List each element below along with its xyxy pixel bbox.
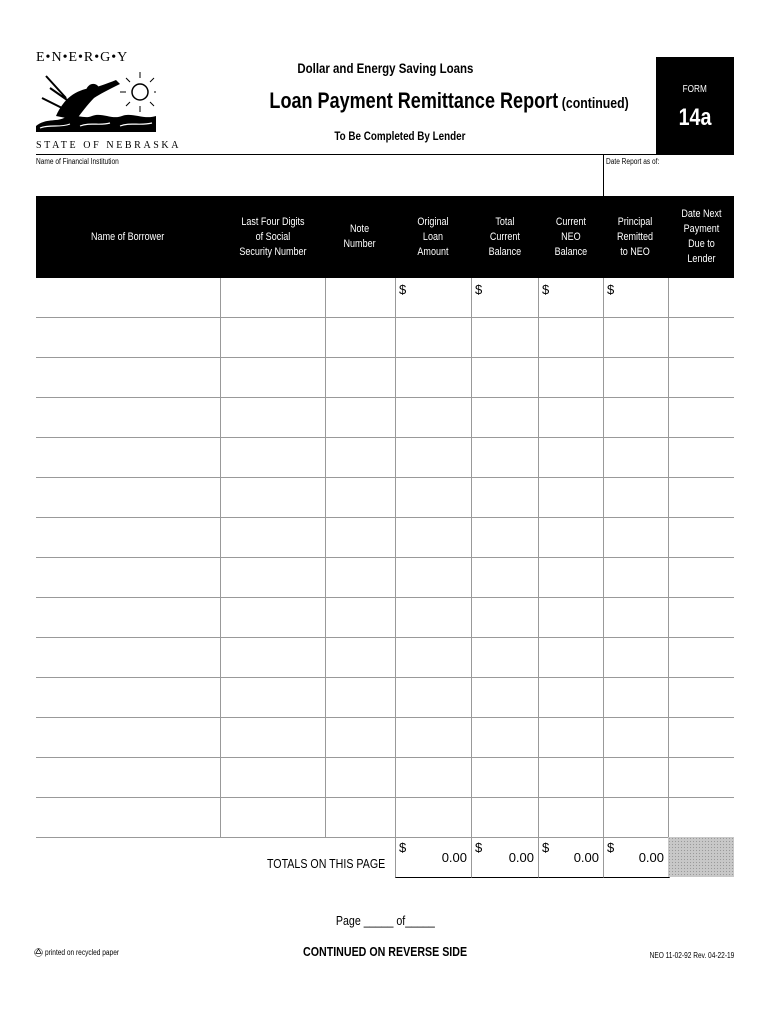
table-cell[interactable]: [604, 678, 668, 717]
page-number-line: Page _____ of_____: [335, 913, 435, 928]
table-cell[interactable]: [221, 438, 325, 477]
date-report-label: Date Report as of:: [606, 157, 660, 166]
table-cell[interactable]: [221, 558, 325, 597]
table-cell[interactable]: [396, 398, 471, 437]
header-separator: [538, 196, 539, 278]
table-cell[interactable]: [669, 278, 734, 317]
table-cell[interactable]: [221, 398, 325, 437]
table-cell[interactable]: [396, 518, 471, 557]
column-header-line: Principal: [618, 215, 653, 228]
table-cell[interactable]: [472, 558, 538, 597]
form-code: NEO 11-02-92 Rev. 04-22-19: [649, 951, 734, 960]
column-header-line: to NEO: [620, 245, 651, 258]
table-cell[interactable]: [221, 278, 325, 317]
table-cell[interactable]: [604, 758, 668, 797]
totals-currency-symbol: $: [475, 840, 483, 855]
table-cell[interactable]: [669, 358, 734, 397]
column-header-line: Current: [555, 215, 586, 228]
table-cell[interactable]: [326, 358, 395, 397]
table-cell[interactable]: [539, 558, 603, 597]
table-cell[interactable]: [326, 518, 395, 557]
table-cell[interactable]: [396, 318, 471, 357]
table-cell[interactable]: [472, 318, 538, 357]
column-header-line: Date Next: [680, 208, 722, 220]
table-cell[interactable]: [539, 758, 603, 797]
table-cell[interactable]: [326, 438, 395, 477]
table-cell[interactable]: [604, 718, 668, 757]
table-cell[interactable]: [221, 318, 325, 357]
totals-label: TOTALS ON THIS PAGE: [266, 856, 385, 871]
column-header-8: [668, 196, 734, 278]
table-cell[interactable]: [604, 598, 668, 637]
table-cell[interactable]: [396, 718, 471, 757]
header-separator: [325, 196, 326, 278]
header-separator: [603, 196, 604, 278]
header-separator: [220, 196, 221, 278]
column-header-line: of Social: [255, 230, 290, 243]
recycle-icon: [34, 948, 43, 957]
table-cell[interactable]: [396, 598, 471, 637]
header-separator: [395, 196, 396, 278]
table-cell[interactable]: [604, 398, 668, 437]
column-header-line: Current: [489, 230, 520, 243]
table-cell[interactable]: [669, 678, 734, 717]
table-cell[interactable]: [396, 798, 471, 837]
column-header-line: Due to: [687, 238, 715, 250]
column-header-line: Payment: [683, 223, 719, 235]
table-cell[interactable]: [604, 438, 668, 477]
column-header-line: Amount: [417, 245, 449, 258]
totals-value: 0.00: [638, 850, 664, 865]
energy-logo-word: E•N•E•R•G•Y: [36, 50, 129, 65]
column-header-line: Original: [417, 215, 449, 228]
table-cell[interactable]: [37, 518, 220, 557]
table-cell[interactable]: [539, 798, 603, 837]
table-cell[interactable]: [326, 278, 395, 317]
table-cell[interactable]: [604, 798, 668, 837]
totals-value: 0.00: [508, 850, 534, 865]
table-cell[interactable]: [326, 558, 395, 597]
table-cell[interactable]: [539, 478, 603, 517]
table-cell[interactable]: [221, 638, 325, 677]
totals-currency-symbol: $: [542, 840, 550, 855]
table-cell[interactable]: [37, 798, 220, 837]
column-header-line: Number: [343, 238, 377, 250]
table-cell[interactable]: [669, 638, 734, 677]
totals-value: 0.00: [441, 850, 467, 865]
table-cell[interactable]: [37, 438, 220, 477]
table-cell[interactable]: [604, 638, 668, 677]
table-cell[interactable]: [472, 398, 538, 437]
table-cell[interactable]: [326, 758, 395, 797]
table-cell[interactable]: [37, 318, 220, 357]
table-cell[interactable]: [604, 478, 668, 517]
table-cell[interactable]: [539, 598, 603, 637]
table-cell[interactable]: [37, 758, 220, 797]
table-cell[interactable]: [396, 678, 471, 717]
totals-currency-symbol: $: [399, 840, 407, 855]
table-cell[interactable]: [396, 478, 471, 517]
table-cell[interactable]: [472, 518, 538, 557]
table-cell[interactable]: [669, 758, 734, 797]
table-cell[interactable]: [539, 438, 603, 477]
table-cell[interactable]: [396, 758, 471, 797]
table-cell[interactable]: [37, 678, 220, 717]
table-cell[interactable]: [472, 438, 538, 477]
table-cell[interactable]: [472, 358, 538, 397]
table-cell[interactable]: [37, 358, 220, 397]
column-header-5: [471, 196, 538, 278]
table-cell[interactable]: [669, 598, 734, 637]
table-cell[interactable]: [669, 518, 734, 557]
table-cell[interactable]: [472, 678, 538, 717]
table-cell[interactable]: [396, 358, 471, 397]
table-cell[interactable]: [37, 278, 220, 317]
column-header-line: Remitted: [617, 230, 654, 243]
form-label: FORM: [682, 84, 708, 95]
institution-name-label: Name of Financial Institution: [36, 157, 119, 166]
form-number-badge: [656, 57, 734, 154]
table-cell[interactable]: [221, 718, 325, 757]
column-header-line: NEO: [560, 230, 581, 243]
table-cell[interactable]: [539, 358, 603, 397]
recycled-paper-note: printed on recycled paper: [34, 948, 136, 957]
table-cell[interactable]: [37, 478, 220, 517]
form-instruction: To Be Completed By Lender: [334, 129, 466, 143]
table-cell[interactable]: [669, 398, 734, 437]
column-header-line: Loan: [422, 230, 444, 243]
table-cell[interactable]: [396, 278, 471, 317]
form-title-suffix: (continued): [561, 95, 629, 112]
table-cell[interactable]: [539, 398, 603, 437]
table-cell[interactable]: [221, 678, 325, 717]
table-cell[interactable]: [221, 598, 325, 637]
table-cell[interactable]: [472, 638, 538, 677]
currency-symbol: $: [607, 282, 615, 297]
column-header-line: Lender: [686, 253, 716, 265]
column-header-line: Note: [350, 223, 370, 235]
table-cell[interactable]: [539, 318, 603, 357]
form-title: [230, 88, 629, 114]
table-cell[interactable]: [396, 438, 471, 477]
totals-shaded-cell: [668, 837, 734, 877]
table-cell[interactable]: [472, 758, 538, 797]
table-cell[interactable]: [221, 478, 325, 517]
column-header-7: [603, 196, 668, 278]
table-cell[interactable]: [326, 478, 395, 517]
column-header-line: Total: [494, 215, 515, 228]
state-of-nebraska-label: STATE OF NEBRASKA: [36, 140, 182, 151]
table-cell[interactable]: [37, 398, 220, 437]
table-cell[interactable]: [669, 718, 734, 757]
table-cell[interactable]: [326, 798, 395, 837]
table-cell[interactable]: [539, 678, 603, 717]
table-cell[interactable]: [472, 598, 538, 637]
currency-symbol: $: [475, 282, 483, 297]
energy-logo-icon: [36, 68, 156, 132]
table-cell[interactable]: [326, 598, 395, 637]
column-header-line: Security Number: [238, 245, 307, 258]
table-cell[interactable]: [326, 718, 395, 757]
table-cell[interactable]: [37, 718, 220, 757]
currency-symbol: $: [542, 282, 550, 297]
form-subtitle: Dollar and Energy Saving Loans: [296, 60, 474, 76]
table-cell[interactable]: [472, 718, 538, 757]
totals-value: 0.00: [573, 850, 599, 865]
table-cell[interactable]: [326, 678, 395, 717]
column-header-line: Name of Borrower: [91, 230, 165, 243]
table-cell[interactable]: [604, 358, 668, 397]
table-cell[interactable]: [221, 758, 325, 797]
column-header-line: Balance: [488, 245, 521, 258]
table-cell[interactable]: [37, 598, 220, 637]
table-cell[interactable]: [326, 398, 395, 437]
column-header-1: [36, 196, 220, 278]
table-cell[interactable]: [669, 798, 734, 837]
table-cell[interactable]: [326, 638, 395, 677]
column-header-line: Last Four Digits: [240, 215, 305, 228]
table-cell[interactable]: [326, 318, 395, 357]
table-cell[interactable]: [669, 318, 734, 357]
column-header-6: [538, 196, 603, 278]
column-header-3: [325, 196, 395, 278]
totals-currency-symbol: $: [607, 840, 615, 855]
column-header-4: [395, 196, 471, 278]
header-separator: [668, 196, 669, 278]
table-cell[interactable]: [669, 558, 734, 597]
form-number: 14a: [678, 104, 712, 131]
table-cell[interactable]: [396, 638, 471, 677]
table-cell[interactable]: [396, 558, 471, 597]
table-cell[interactable]: [669, 478, 734, 517]
column-header-line: Balance: [554, 245, 587, 258]
table-cell[interactable]: [669, 438, 734, 477]
table-cell[interactable]: [221, 518, 325, 557]
column-header-2: [220, 196, 325, 278]
header-separator: [471, 196, 472, 278]
table-cell[interactable]: [221, 358, 325, 397]
table-cell[interactable]: [37, 638, 220, 677]
table-cell[interactable]: [472, 478, 538, 517]
continued-notice: CONTINUED ON REVERSE SIDE: [302, 944, 468, 959]
table-cell[interactable]: [472, 798, 538, 837]
table-cell[interactable]: [539, 518, 603, 557]
table-cell[interactable]: [604, 518, 668, 557]
currency-symbol: $: [399, 282, 407, 297]
table-cell[interactable]: [604, 318, 668, 357]
form-title-main: Loan Payment Remittance Report: [269, 88, 559, 113]
table-cell[interactable]: [539, 718, 603, 757]
table-cell[interactable]: [604, 558, 668, 597]
table-cell[interactable]: [539, 638, 603, 677]
table-cell[interactable]: [221, 798, 325, 837]
table-cell[interactable]: [37, 558, 220, 597]
